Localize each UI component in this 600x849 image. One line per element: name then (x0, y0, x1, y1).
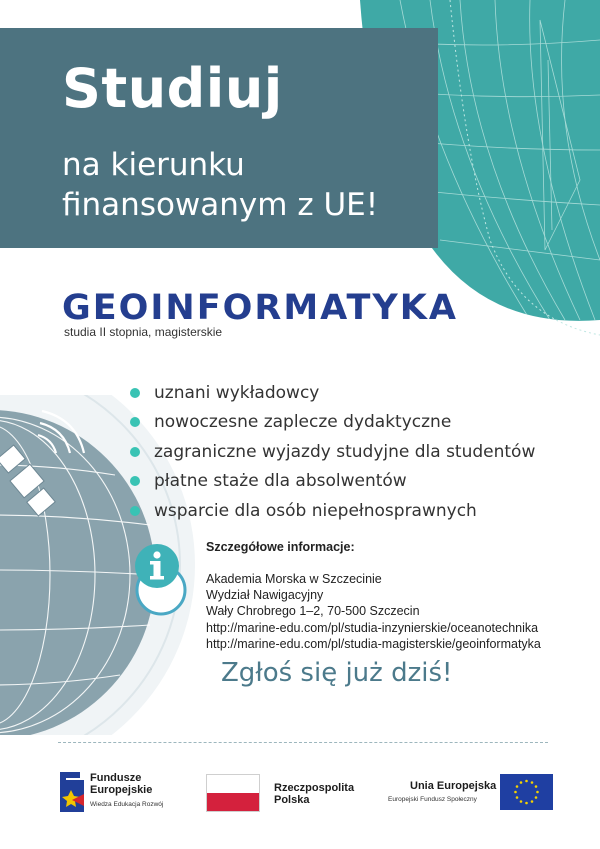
polish-flag-icon (206, 774, 260, 812)
headline-line-2: na kierunku (62, 147, 245, 183)
program-subtitle: studia II stopnia, magisterskie (64, 325, 223, 339)
logo-rzeczpospolita-polska: Rzeczpospolita Polska (206, 774, 366, 814)
program-title: GEOINFORMATYKA (62, 288, 458, 328)
headline-title: Studiuj (62, 57, 283, 120)
list-item: nowoczesne zaplecze dydaktyczne (130, 408, 535, 438)
logo-fundusze-europejskie: Fundusze Europejskie Wiedza Edukacja Rozwój (58, 770, 208, 816)
footer-divider (58, 742, 548, 743)
address: Wały Chrobrego 1–2, 70-500 Szczecin (206, 604, 420, 619)
faculty-name: Wydział Nawigacyjny (206, 588, 324, 603)
fe-star-icon (58, 770, 88, 814)
info-heading: Szczegółowe informacje: (206, 540, 355, 554)
bullet-dot (130, 506, 140, 516)
headline-line-3: finansowanym z UE! (62, 187, 379, 223)
list-item: płatne staże dla absolwentów (130, 467, 535, 497)
bullet-dot (130, 447, 140, 457)
list-item: zagraniczne wyjazdy studyjne dla studentów (130, 437, 535, 467)
bullet-dot (130, 388, 140, 398)
logo-unia-europejska: Unia Europejska Europejski Fundusz Społeczny (388, 774, 553, 814)
benefits-list (130, 378, 535, 526)
bullet-dot (130, 476, 140, 486)
bullet-dot (130, 417, 140, 427)
info-icon (133, 540, 195, 622)
list-item: uznani wykładowcy (130, 378, 535, 408)
eu-flag-icon (500, 774, 553, 810)
list-item: wsparcie dla osób niepełnosprawnych (130, 496, 535, 526)
call-to-action: Zgłoś się już dziś! (221, 658, 453, 688)
university-name: Akademia Morska w Szczecinie (206, 572, 382, 586)
contact-block (206, 571, 541, 652)
link-oceanotechnika[interactable]: http://marine-edu.com/pl/studia-inzynierskie/oceanotechnika (206, 620, 539, 635)
link-geoinformatyka[interactable]: http://marine-edu.com/pl/studia-magisterskie/geoinformatyka (206, 636, 541, 651)
